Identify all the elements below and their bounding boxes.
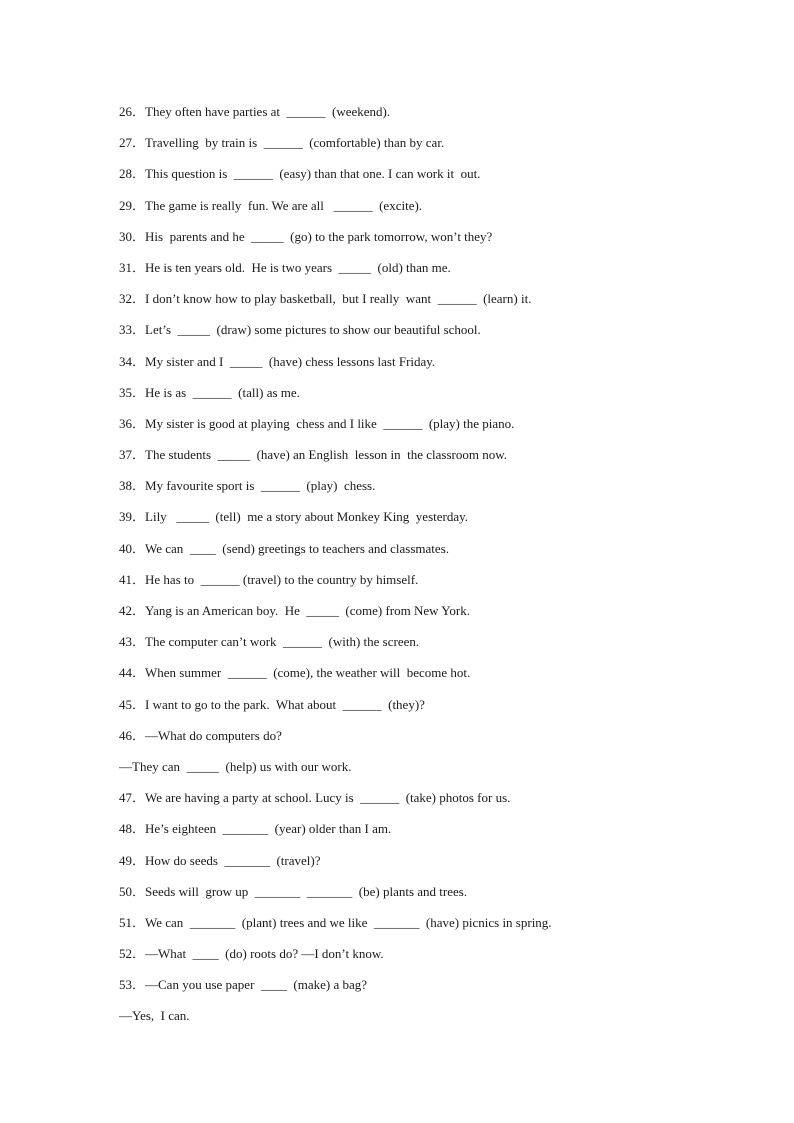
question-number: 34． — [119, 353, 146, 369]
question-line — [119, 539, 719, 570]
question-text: Lily _____ (tell) me a story about Monkey King yesterday. — [145, 509, 469, 525]
question-line — [119, 320, 719, 351]
question-text: How do seeds _______ (travel)? — [145, 852, 321, 868]
answer-line — [119, 1006, 719, 1037]
question-text: Yang is an American boy. He _____ (come) from New York. — [145, 603, 470, 618]
question-line — [119, 632, 719, 663]
question-number: 31． — [119, 259, 146, 275]
question-text: Travelling by train is ______ (comfortable) than by car. — [145, 135, 445, 151]
question-text: His parents and he _____ (go) to the park tomorrow, won’t they? — [145, 228, 493, 244]
question-text: This question is ______ (easy) than that one. I can work it out. — [145, 166, 481, 182]
question-line — [119, 788, 719, 819]
question-text: He is as ______ (tall) as me. — [145, 384, 300, 400]
question-number: 47． — [119, 790, 146, 806]
question-text: —What do computers do? — [145, 727, 282, 743]
question-text: I want to go to the park. What about ______ (they)? — [145, 696, 425, 712]
question-number: 41． — [119, 571, 146, 587]
question-line — [119, 352, 719, 383]
question-number: 51． — [119, 914, 146, 930]
question-line — [119, 695, 719, 726]
question-line — [119, 164, 719, 195]
question-line — [119, 851, 719, 882]
question-text: My favourite sport is ______ (play) chess. — [145, 478, 376, 494]
question-text: We are having a party at school. Lucy is ______ (take) photos for us. — [145, 790, 511, 806]
question-number: 45． — [119, 696, 146, 712]
question-number: 27． — [119, 135, 146, 151]
question-text: I don’t know how to play basketball, but I really want ______ (learn) it. — [145, 291, 532, 307]
question-line — [119, 913, 719, 944]
question-number: 33． — [119, 322, 146, 338]
question-line — [119, 663, 719, 694]
worksheet — [119, 102, 719, 1038]
question-number: 49． — [119, 852, 146, 868]
question-number: 39． — [119, 509, 146, 525]
question-text: Seeds will grow up _______ _______ (be) plants and trees. — [145, 883, 468, 899]
question-line — [119, 507, 719, 538]
question-number: 26． — [119, 104, 146, 119]
question-number: 40． — [119, 540, 146, 556]
question-text: —Yes, I can. — [119, 1008, 190, 1024]
question-number: 50． — [119, 883, 146, 899]
question-line — [119, 383, 719, 414]
question-number: 48． — [119, 821, 146, 837]
question-line — [119, 476, 719, 507]
question-text: They often have parties at ______ (weekend). — [145, 104, 391, 119]
question-line — [119, 227, 719, 258]
question-line — [119, 726, 719, 757]
question-line — [119, 819, 719, 850]
question-number: 32． — [119, 291, 146, 307]
question-text: The computer can’t work ______ (with) the screen. — [145, 634, 420, 650]
question-text: —What ____ (do) roots do? —I don’t know. — [145, 946, 384, 962]
question-line — [119, 414, 719, 445]
question-text: The students _____ (have) an English lesson in the classroom now. — [145, 447, 508, 463]
question-number: 46． — [119, 727, 146, 743]
question-text: The game is really fun. We are all ______ (excite). — [145, 197, 423, 213]
question-text: Let’s _____ (draw) some pictures to show our beautiful school. — [145, 322, 481, 338]
question-text: —They can _____ (help) us with our work. — [119, 758, 352, 774]
question-line — [119, 445, 719, 476]
question-number: 42． — [119, 603, 146, 618]
question-text: He is ten years old. He is two years _____ (old) than me. — [145, 259, 451, 275]
question-text: We can ____ (send) greetings to teachers and classmates. — [145, 540, 449, 556]
question-text: He’s eighteen _______ (year) older than I am. — [145, 821, 392, 837]
question-line — [119, 975, 719, 1006]
question-text: My sister and I _____ (have) chess lessons last Friday. — [145, 353, 436, 369]
question-number: 28． — [119, 166, 146, 182]
question-text: —Can you use paper ____ (make) a bag? — [145, 977, 368, 993]
question-number: 52． — [119, 946, 146, 962]
question-line — [119, 601, 719, 632]
question-number: 53． — [119, 977, 146, 993]
question-text: My sister is good at playing chess and I like ______ (play) the piano. — [145, 415, 515, 431]
question-line — [119, 133, 719, 164]
question-number: 38． — [119, 478, 146, 494]
question-number: 43． — [119, 634, 146, 650]
question-line — [119, 289, 719, 320]
question-number: 44． — [119, 665, 146, 681]
question-number: 36． — [119, 415, 146, 431]
question-line — [119, 102, 719, 133]
question-line — [119, 196, 719, 227]
question-text: We can _______ (plant) trees and we like _______ (have) picnics in spring. — [145, 914, 552, 930]
question-text: When summer ______ (come), the weather will become hot. — [145, 665, 471, 681]
question-line — [119, 570, 719, 601]
question-line — [119, 882, 719, 913]
question-number: 29． — [119, 197, 146, 213]
question-text: He has to ______ (travel) to the country by himself. — [145, 571, 419, 587]
answer-line — [119, 757, 719, 788]
question-number: 35． — [119, 384, 146, 400]
question-line — [119, 258, 719, 289]
question-number: 30． — [119, 228, 146, 244]
question-number: 37． — [119, 447, 146, 463]
question-line — [119, 944, 719, 975]
